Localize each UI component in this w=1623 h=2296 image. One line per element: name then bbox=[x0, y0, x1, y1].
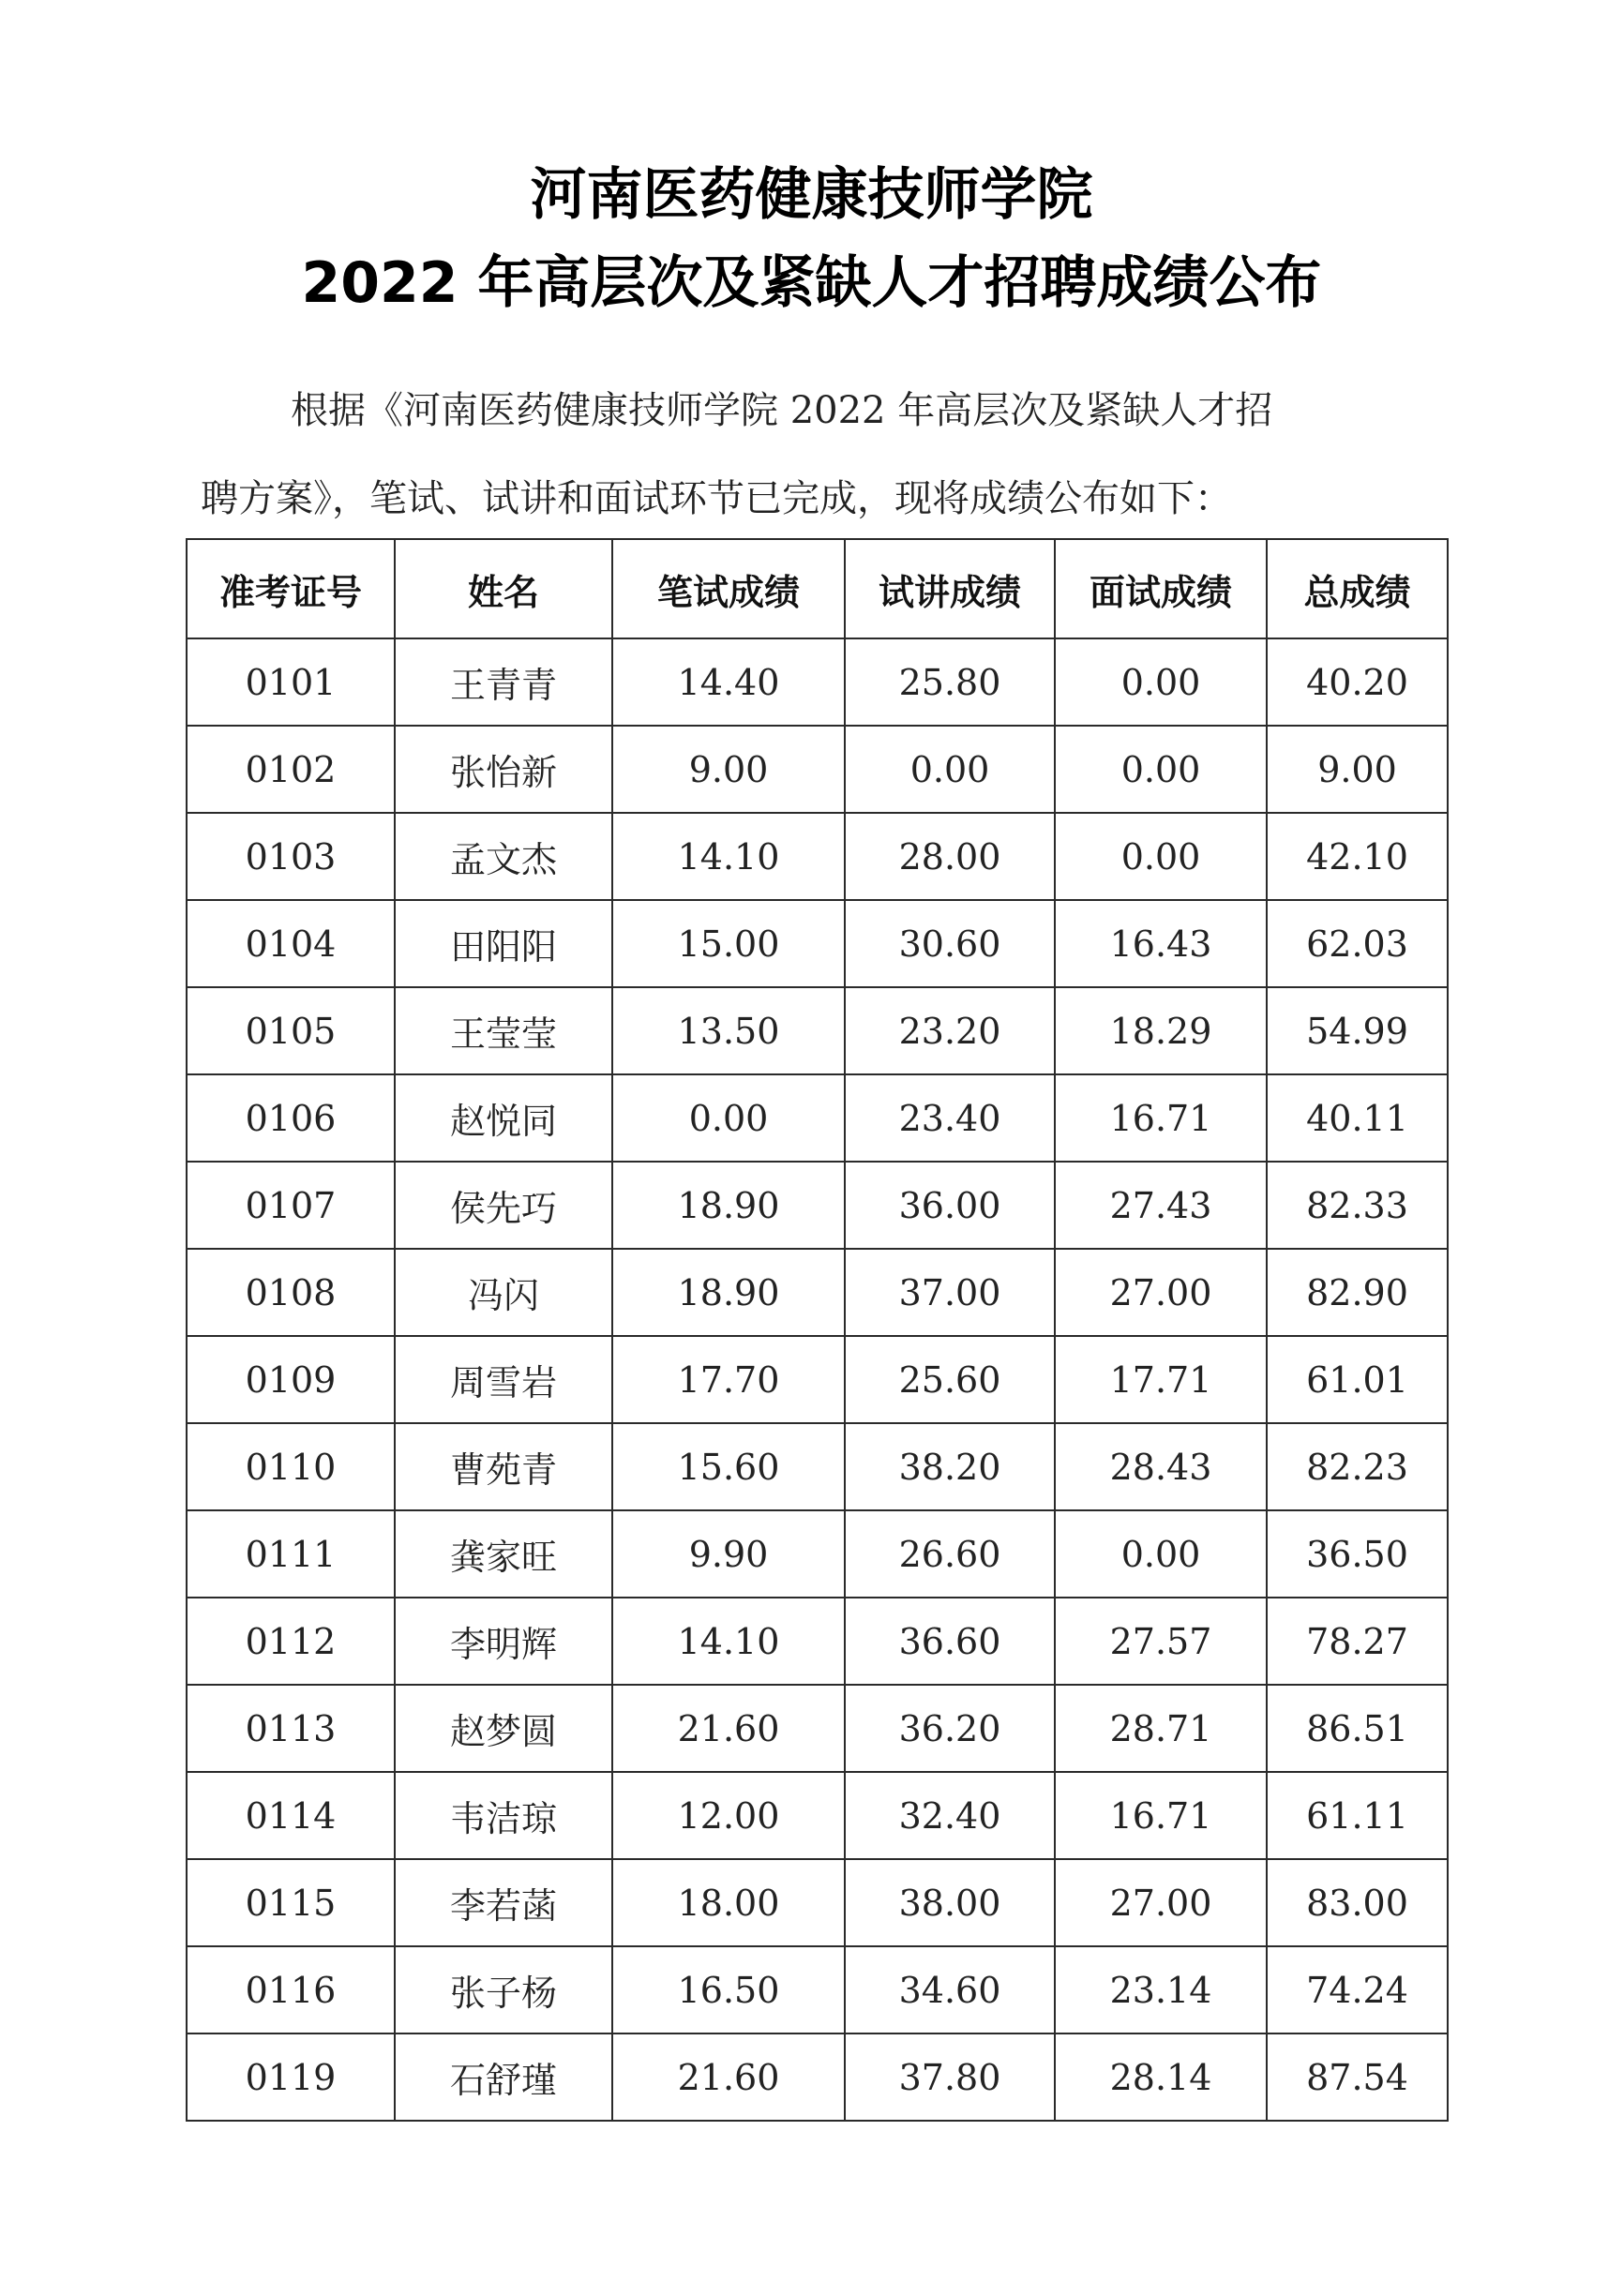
table-row bbox=[187, 1598, 1448, 1685]
cell-exam-id: 0115 bbox=[187, 1859, 395, 1946]
cell-trial-lecture-score: 0.00 bbox=[845, 726, 1055, 813]
cell-total-score: 42.10 bbox=[1267, 813, 1448, 900]
header-written-score: 笔试成绩 bbox=[612, 539, 845, 638]
cell-trial-lecture-score: 32.40 bbox=[845, 1772, 1055, 1859]
cell-interview-score: 27.00 bbox=[1055, 1249, 1267, 1336]
header-trial-lecture-score: 试讲成绩 bbox=[845, 539, 1055, 638]
cell-written-score: 14.40 bbox=[612, 638, 845, 726]
cell-exam-id: 0114 bbox=[187, 1772, 395, 1859]
cell-name: 张子杨 bbox=[395, 1946, 612, 2033]
cell-total-score: 74.24 bbox=[1267, 1946, 1448, 2033]
table-row bbox=[187, 1074, 1448, 1162]
cell-written-score: 18.90 bbox=[612, 1249, 845, 1336]
scores-table-header bbox=[187, 539, 1448, 638]
cell-total-score: 9.00 bbox=[1267, 726, 1448, 813]
table-row bbox=[187, 1946, 1448, 2033]
cell-exam-id: 0116 bbox=[187, 1946, 395, 2033]
table-row bbox=[187, 726, 1448, 813]
cell-name: 龚家旺 bbox=[395, 1510, 612, 1598]
cell-name: 赵梦圆 bbox=[395, 1685, 612, 1772]
cell-exam-id: 0104 bbox=[187, 900, 395, 987]
cell-total-score: 82.23 bbox=[1267, 1423, 1448, 1510]
cell-total-score: 87.54 bbox=[1267, 2033, 1448, 2121]
cell-interview-score: 16.71 bbox=[1055, 1074, 1267, 1162]
cell-name: 王莹莹 bbox=[395, 987, 612, 1074]
cell-exam-id: 0107 bbox=[187, 1162, 395, 1249]
cell-name: 田阳阳 bbox=[395, 900, 612, 987]
table-row bbox=[187, 638, 1448, 726]
cell-written-score: 16.50 bbox=[612, 1946, 845, 2033]
cell-total-score: 62.03 bbox=[1267, 900, 1448, 987]
document-title-line-1: 河南医药健康技师学院 bbox=[530, 162, 1093, 228]
cell-interview-score: 28.43 bbox=[1055, 1423, 1267, 1510]
cell-written-score: 9.90 bbox=[612, 1510, 845, 1598]
cell-total-score: 40.20 bbox=[1267, 638, 1448, 726]
cell-trial-lecture-score: 36.60 bbox=[845, 1598, 1055, 1685]
cell-name: 李若菡 bbox=[395, 1859, 612, 1946]
cell-trial-lecture-score: 30.60 bbox=[845, 900, 1055, 987]
cell-total-score: 86.51 bbox=[1267, 1685, 1448, 1772]
cell-interview-score: 17.71 bbox=[1055, 1336, 1267, 1423]
cell-trial-lecture-score: 23.20 bbox=[845, 987, 1055, 1074]
cell-trial-lecture-score: 28.00 bbox=[845, 813, 1055, 900]
cell-written-score: 18.00 bbox=[612, 1859, 845, 1946]
table-row bbox=[187, 1859, 1448, 1946]
table-row bbox=[187, 1685, 1448, 1772]
cell-trial-lecture-score: 25.60 bbox=[845, 1336, 1055, 1423]
cell-interview-score: 27.43 bbox=[1055, 1162, 1267, 1249]
cell-name: 冯闪 bbox=[395, 1249, 612, 1336]
cell-exam-id: 0102 bbox=[187, 726, 395, 813]
table-row bbox=[187, 1772, 1448, 1859]
cell-interview-score: 0.00 bbox=[1055, 726, 1267, 813]
cell-name: 张怡新 bbox=[395, 726, 612, 813]
cell-interview-score: 16.71 bbox=[1055, 1772, 1267, 1859]
cell-name: 周雪岩 bbox=[395, 1336, 612, 1423]
cell-trial-lecture-score: 26.60 bbox=[845, 1510, 1055, 1598]
table-row bbox=[187, 2033, 1448, 2121]
cell-name: 侯先巧 bbox=[395, 1162, 612, 1249]
cell-exam-id: 0109 bbox=[187, 1336, 395, 1423]
cell-written-score: 17.70 bbox=[612, 1336, 845, 1423]
cell-name: 赵悦同 bbox=[395, 1074, 612, 1162]
cell-total-score: 78.27 bbox=[1267, 1598, 1448, 1685]
cell-exam-id: 0105 bbox=[187, 987, 395, 1074]
cell-interview-score: 23.14 bbox=[1055, 1946, 1267, 2033]
cell-interview-score: 16.43 bbox=[1055, 900, 1267, 987]
cell-trial-lecture-score: 23.40 bbox=[845, 1074, 1055, 1162]
header-interview-score: 面试成绩 bbox=[1055, 539, 1267, 638]
cell-written-score: 21.60 bbox=[612, 1685, 845, 1772]
table-row bbox=[187, 813, 1448, 900]
cell-total-score: 40.11 bbox=[1267, 1074, 1448, 1162]
cell-interview-score: 27.57 bbox=[1055, 1598, 1267, 1685]
cell-written-score: 15.00 bbox=[612, 900, 845, 987]
cell-total-score: 61.01 bbox=[1267, 1336, 1448, 1423]
cell-trial-lecture-score: 34.60 bbox=[845, 1946, 1055, 2033]
cell-exam-id: 0113 bbox=[187, 1685, 395, 1772]
cell-interview-score: 28.71 bbox=[1055, 1685, 1267, 1772]
table-row bbox=[187, 1423, 1448, 1510]
cell-trial-lecture-score: 25.80 bbox=[845, 638, 1055, 726]
table-row bbox=[187, 900, 1448, 987]
cell-written-score: 9.00 bbox=[612, 726, 845, 813]
cell-written-score: 12.00 bbox=[612, 1772, 845, 1859]
cell-total-score: 36.50 bbox=[1267, 1510, 1448, 1598]
cell-name: 石舒瑾 bbox=[395, 2033, 612, 2121]
cell-exam-id: 0101 bbox=[187, 638, 395, 726]
cell-name: 李明辉 bbox=[395, 1598, 612, 1685]
header-name: 姓名 bbox=[395, 539, 612, 638]
cell-exam-id: 0110 bbox=[187, 1423, 395, 1510]
cell-written-score: 13.50 bbox=[612, 987, 845, 1074]
cell-interview-score: 18.29 bbox=[1055, 987, 1267, 1074]
cell-total-score: 82.33 bbox=[1267, 1162, 1448, 1249]
cell-written-score: 15.60 bbox=[612, 1423, 845, 1510]
document-title-line-2: 2022 年高层次及紧缺人才招聘成绩公布 bbox=[301, 250, 1322, 316]
cell-interview-score: 0.00 bbox=[1055, 1510, 1267, 1598]
cell-total-score: 61.11 bbox=[1267, 1772, 1448, 1859]
cell-interview-score: 0.00 bbox=[1055, 813, 1267, 900]
cell-name: 孟文杰 bbox=[395, 813, 612, 900]
cell-exam-id: 0106 bbox=[187, 1074, 395, 1162]
scores-table-body bbox=[187, 638, 1448, 2121]
cell-exam-id: 0108 bbox=[187, 1249, 395, 1336]
cell-trial-lecture-score: 38.20 bbox=[845, 1423, 1055, 1510]
cell-exam-id: 0119 bbox=[187, 2033, 395, 2121]
cell-total-score: 82.90 bbox=[1267, 1249, 1448, 1336]
table-row bbox=[187, 987, 1448, 1074]
cell-trial-lecture-score: 36.20 bbox=[845, 1685, 1055, 1772]
header-exam-id: 准考证号 bbox=[187, 539, 395, 638]
cell-total-score: 54.99 bbox=[1267, 987, 1448, 1074]
table-row bbox=[187, 1162, 1448, 1249]
cell-name: 王青青 bbox=[395, 638, 612, 726]
cell-exam-id: 0103 bbox=[187, 813, 395, 900]
cell-interview-score: 27.00 bbox=[1055, 1859, 1267, 1946]
table-row bbox=[187, 1249, 1448, 1336]
cell-written-score: 18.90 bbox=[612, 1162, 845, 1249]
table-row bbox=[187, 1510, 1448, 1598]
header-total-score: 总成绩 bbox=[1267, 539, 1448, 638]
cell-trial-lecture-score: 38.00 bbox=[845, 1859, 1055, 1946]
cell-written-score: 0.00 bbox=[612, 1074, 845, 1162]
cell-written-score: 14.10 bbox=[612, 813, 845, 900]
cell-exam-id: 0111 bbox=[187, 1510, 395, 1598]
cell-written-score: 14.10 bbox=[612, 1598, 845, 1685]
cell-name: 韦洁琼 bbox=[395, 1772, 612, 1859]
intro-paragraph-line-2: 聘方案》，笔试、试讲和面试环节已完成，现将成绩公布如下： bbox=[201, 477, 1232, 520]
cell-name: 曹苑青 bbox=[395, 1423, 612, 1510]
scores-table bbox=[186, 538, 1449, 2122]
cell-total-score: 83.00 bbox=[1267, 1859, 1448, 1946]
cell-exam-id: 0112 bbox=[187, 1598, 395, 1685]
cell-interview-score: 28.14 bbox=[1055, 2033, 1267, 2121]
cell-written-score: 21.60 bbox=[612, 2033, 845, 2121]
cell-trial-lecture-score: 37.00 bbox=[845, 1249, 1055, 1336]
cell-trial-lecture-score: 36.00 bbox=[845, 1162, 1055, 1249]
header-row bbox=[187, 539, 1448, 638]
cell-trial-lecture-score: 37.80 bbox=[845, 2033, 1055, 2121]
intro-paragraph-line-1: 根据《河南医药健康技师学院 2022 年高层次及紧缺人才招 bbox=[291, 389, 1273, 432]
table-row bbox=[187, 1336, 1448, 1423]
cell-interview-score: 0.00 bbox=[1055, 638, 1267, 726]
